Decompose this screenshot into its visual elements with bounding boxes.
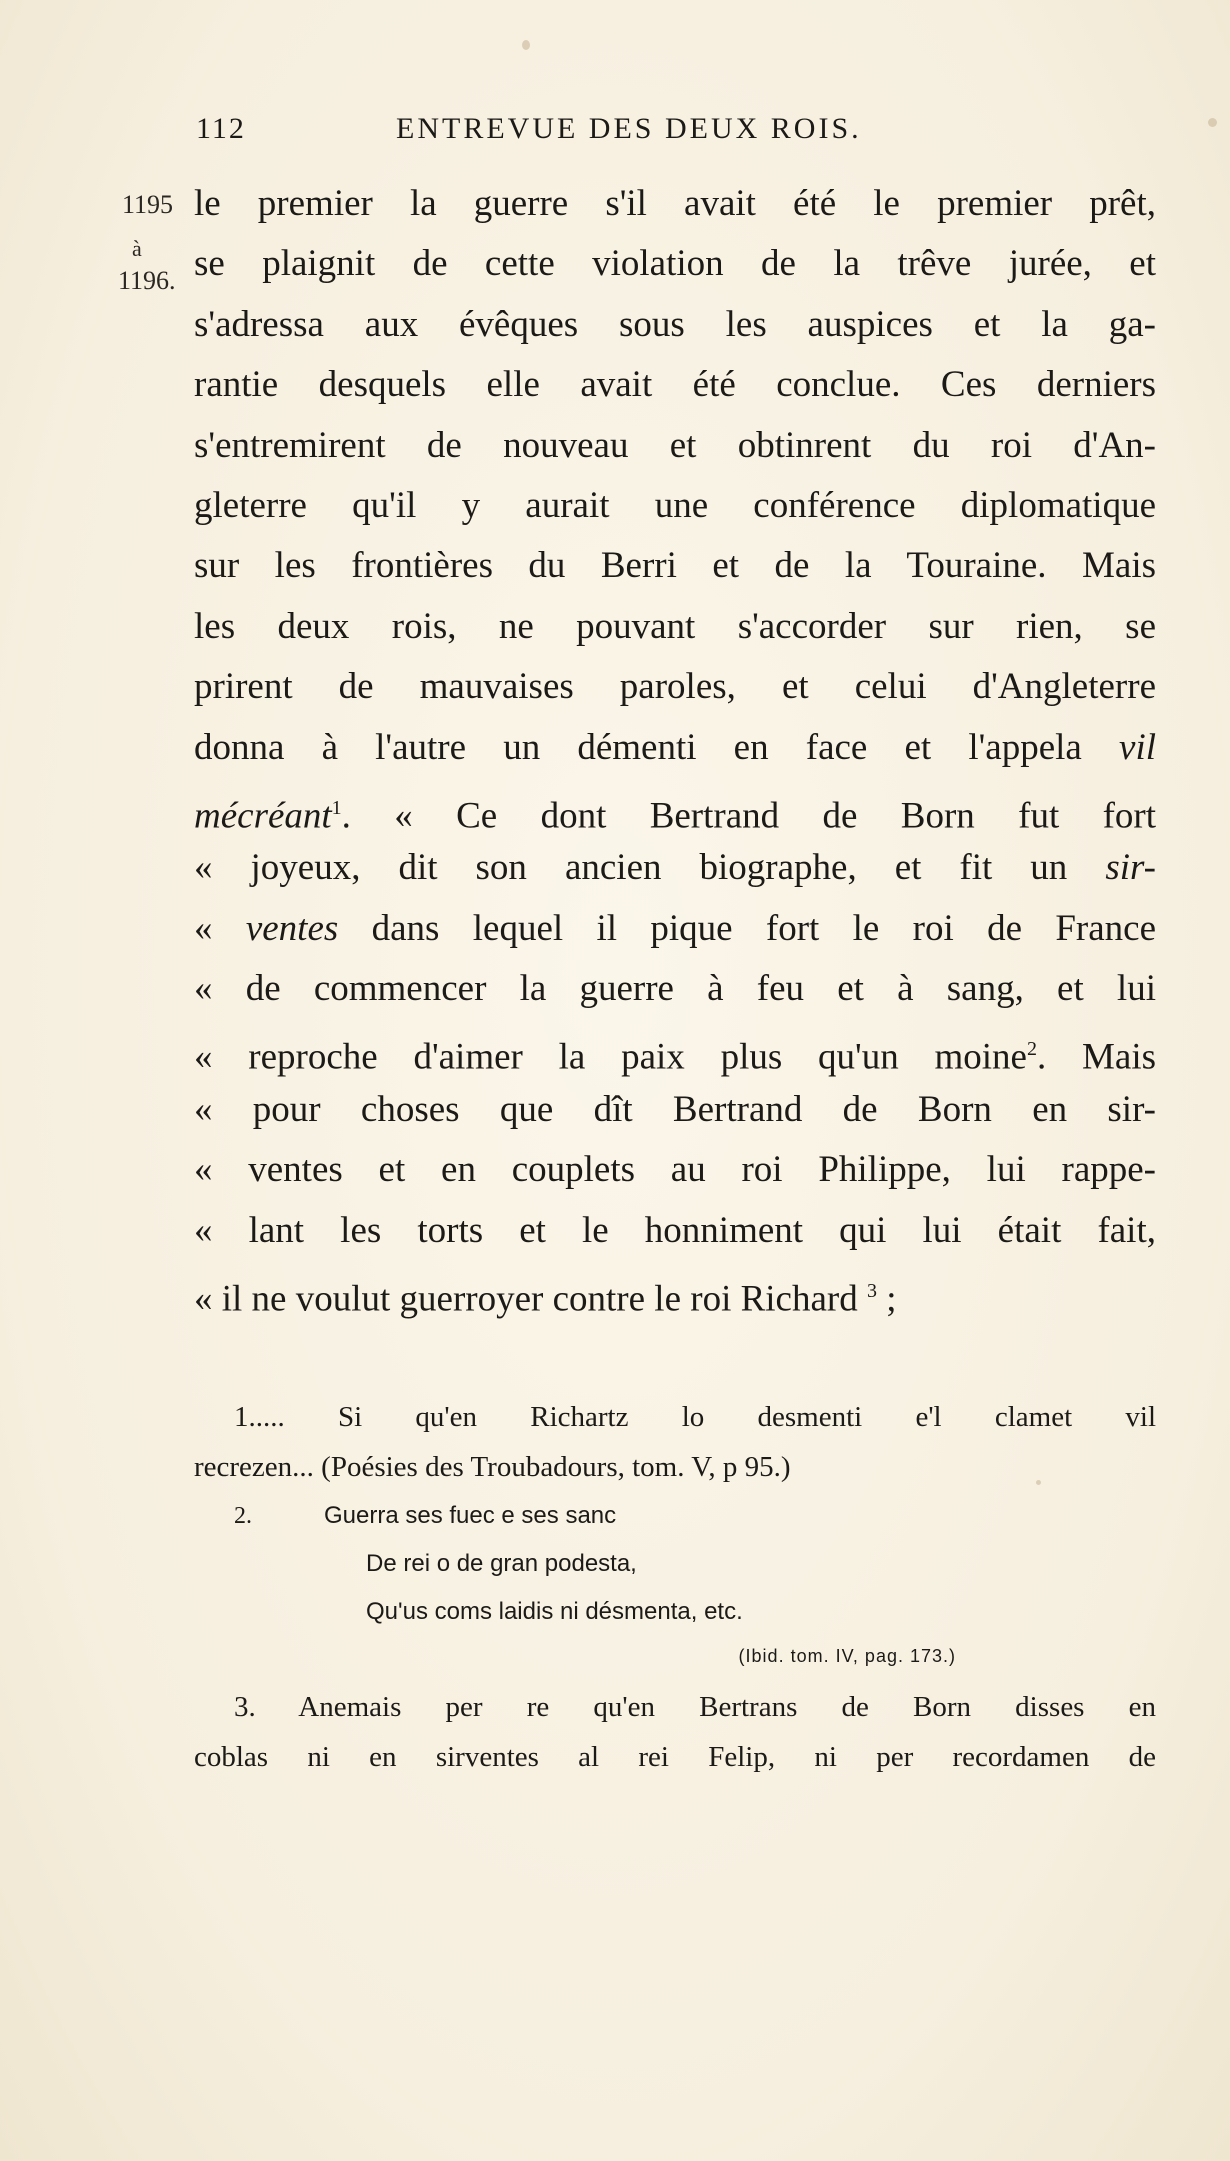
text-line: « ventes et en couplets au roi Philippe, lui rappe- xyxy=(194,1149,1156,1191)
paper-speck xyxy=(1208,118,1217,127)
text-line: sur les frontières du Berri et de la Touraine. Mais xyxy=(194,545,1156,587)
text-segment: ; xyxy=(876,1278,897,1320)
footnote-marker: 3 xyxy=(866,1280,877,1303)
text-segment: donna à l'autre un démenti en face et l'appela xyxy=(194,726,1082,768)
text-line xyxy=(194,838,1156,898)
text-line: « lant les torts et le honniment qui lui était fait, xyxy=(194,1209,1156,1251)
paper-speck xyxy=(522,40,530,50)
footnote-3-line: 3. Anemais per re qu'en Bertrans de Born disses en xyxy=(234,1691,1156,1723)
main-text xyxy=(194,174,1156,1321)
verse-line: Guerra ses fuec e ses sanc xyxy=(324,1502,617,1529)
footnote-3-line: coblas ni en sirventes al rei Felip, ni per recordamen de xyxy=(194,1741,1156,1773)
text-line: les deux rois, ne pouvant s'accorder sur rien, se xyxy=(194,605,1156,647)
footnote-marker: 1 xyxy=(331,796,342,819)
text-line: se plaignit de cette violation de la trêve jurée, et xyxy=(194,243,1156,285)
verse-line: De rei o de gran podesta, xyxy=(366,1550,637,1577)
page-number: 112 xyxy=(196,112,246,145)
text-segment: « joyeux, dit son ancien biographe, et fit un xyxy=(194,847,1068,889)
text-line: « pour choses que dît Bertrand de Born en sir- xyxy=(194,1088,1156,1130)
text-segment: . Mais xyxy=(1036,1036,1156,1078)
margin-year-start: 1195 xyxy=(122,190,174,219)
text-line: le premier la guerre s'il avait été le premier prêt, xyxy=(194,183,1156,224)
footnote-1-line: recrezen... (Poésies des Troubadours, tom. V, p 95.) xyxy=(194,1451,791,1483)
text-segment: « il ne voulut guerroyer contre le roi Richard xyxy=(194,1278,858,1320)
text-line xyxy=(194,1261,1156,1321)
running-head xyxy=(196,112,1156,160)
margin-year-end: 1196. xyxy=(118,266,176,295)
text-segment: . « Ce dont Bertrand de Born fut fort xyxy=(341,795,1156,837)
italic-word: sir- xyxy=(1105,847,1156,889)
footnote-2-number: 2. xyxy=(234,1503,252,1529)
footnote-2-verse xyxy=(194,1492,1156,1540)
text-line xyxy=(194,899,1156,959)
footnote-marker: 2 xyxy=(1026,1038,1037,1061)
text-line: rantie desquels elle avait été conclue. Ces derniers xyxy=(194,364,1156,406)
text-line xyxy=(194,778,1156,838)
margin-connector: à xyxy=(132,236,142,261)
text-line xyxy=(194,1019,1156,1079)
text-segment: dans lequel il pique fort le roi de France xyxy=(371,907,1156,949)
running-title: ENTREVUE DES DEUX ROIS. xyxy=(396,112,862,145)
text-line: s'entremirent de nouveau et obtinrent du roi d'An- xyxy=(194,424,1156,466)
text-line xyxy=(194,718,1156,778)
text-line: prirent de mauvaises paroles, et celui d'Angleterre xyxy=(194,666,1156,708)
italic-word: vil xyxy=(1119,726,1156,768)
text-line: gleterre qu'il y aurait une conférence diplomatique xyxy=(194,484,1156,526)
italic-word: mécréant xyxy=(194,795,332,837)
verse-line: Qu'us coms laidis ni désmenta, etc. xyxy=(366,1598,743,1625)
text-segment: « reproche d'aimer la paix plus qu'un moine xyxy=(194,1036,1027,1078)
footnotes xyxy=(194,1392,1156,1782)
italic-word: ventes xyxy=(245,907,339,949)
text-line: s'adressa aux évêques sous les auspices et la ga- xyxy=(194,303,1156,345)
footnote-1-line: 1..... Si qu'en Richartz lo desmenti e'l clamet vil xyxy=(234,1401,1156,1433)
footnote-2-reference: (Ibid. tom. IV, pag. 173.) xyxy=(738,1646,956,1666)
text-segment: « xyxy=(194,907,213,949)
text-line: « de commencer la guerre à feu et à sang, et lui xyxy=(194,968,1156,1010)
paper-speck xyxy=(1036,1480,1041,1485)
